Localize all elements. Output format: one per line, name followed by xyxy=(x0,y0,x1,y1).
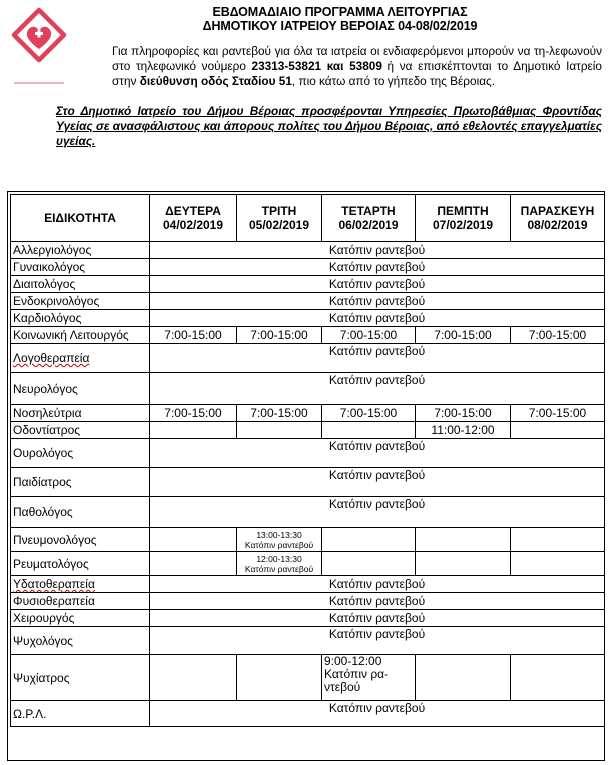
schedule-cell xyxy=(237,422,322,439)
schedule-cell xyxy=(511,422,605,439)
table-row xyxy=(11,242,605,259)
table-row xyxy=(11,655,605,701)
specialty-name: Ουρολόγος xyxy=(11,439,150,468)
schedule-cell: Κατόπιν ραντεβού xyxy=(150,627,605,655)
table-row xyxy=(11,422,605,439)
schedule-cell xyxy=(150,655,237,701)
schedule-table xyxy=(10,194,605,727)
schedule-cell xyxy=(150,528,237,552)
specialty-name: Κοινωνική Λειτουργός xyxy=(11,327,150,344)
specialty-name: Αλλεργιολόγος xyxy=(11,242,150,259)
table-row xyxy=(11,405,605,422)
day-date: 05/02/2019 xyxy=(248,218,310,232)
day-name: ΔΕΥΤΕΡΑ xyxy=(165,204,221,218)
table-row xyxy=(11,552,605,576)
specialty-name: Υδατοθεραπεία xyxy=(13,577,95,591)
table-row xyxy=(11,327,605,344)
specialty-name: Φυσιοθεραπεία xyxy=(11,593,150,610)
schedule-cell: Κατόπιν ραντεβού xyxy=(150,593,605,610)
schedule-cell xyxy=(416,528,511,552)
specialty-name: Ψυχολόγος xyxy=(11,627,150,655)
slot-time: 12:00-13:30 xyxy=(256,553,302,564)
clinic-address: διεύθυνση οδός Σταδίου 51 xyxy=(139,74,292,88)
specialty-name: Λογοθεραπεία xyxy=(13,351,90,365)
day-date: 08/02/2019 xyxy=(527,218,588,232)
slot-note: Κατόπιν ρα-ντεβού xyxy=(324,667,389,694)
title-line-2: ΔΗΜΟΤΙΚΟΥ ΙΑΤΡΕΙΟΥ ΒΕΡΟΙΑΣ 04-08/02/2019 xyxy=(202,19,478,33)
schedule-cell: Κατόπιν ραντεβού xyxy=(150,497,605,528)
specialty-name: Ενδοκρινολόγος xyxy=(11,293,150,310)
schedule-cell: Κατόπιν ραντεβού xyxy=(150,344,605,373)
schedule-cell: 7:00-15:00 xyxy=(416,405,511,422)
schedule-cell: 7:00-15:00 xyxy=(150,405,237,422)
schedule-cell xyxy=(322,655,416,701)
day-name: ΠΑΡΑΣΚΕΥΗ xyxy=(520,204,595,218)
slot-note: Κατόπιν ραντεβού xyxy=(244,563,314,574)
specialty-name: Διαιτολόγος xyxy=(11,276,150,293)
day-header-tuesday xyxy=(237,195,322,242)
info-text-3: , πιο κάτω από το γήπεδο της Βέροιας. xyxy=(291,74,495,88)
page-title xyxy=(80,5,600,33)
specialty-name: Ω.Ρ.Λ. xyxy=(11,701,150,727)
specialty-name: Παθολόγος xyxy=(11,497,150,528)
schedule-cell xyxy=(237,528,322,552)
schedule-cell xyxy=(237,655,322,701)
specialty-name: Ψυχίατρος xyxy=(11,655,150,701)
phone-number-1: 23313-53821 xyxy=(251,59,322,73)
specialty-name: Ρευματολόγος xyxy=(11,552,150,576)
schedule-cell: 7:00-15:00 xyxy=(511,327,605,344)
specialty-name: Νοσηλεύτρια xyxy=(11,405,150,422)
specialty-name: Παιδίατρος xyxy=(11,468,150,497)
table-row xyxy=(11,310,605,327)
slot-note: Κατόπιν ραντεβού xyxy=(244,539,314,550)
info-and: και xyxy=(321,59,350,73)
slot-time: 13:00-13:30 xyxy=(256,529,302,540)
specialty-name: Πνευμονολόγος xyxy=(11,528,150,552)
table-row xyxy=(11,276,605,293)
schedule-cell: Κατόπιν ραντεβού xyxy=(150,310,605,327)
table-row xyxy=(11,373,605,405)
schedule-cell: Κατόπιν ραντεβού xyxy=(150,701,605,727)
table-row xyxy=(11,439,605,468)
specialty-name: Χειρουργός xyxy=(11,610,150,627)
schedule-cell xyxy=(322,422,416,439)
specialty-name: Καρδιολόγος xyxy=(11,310,150,327)
table-row xyxy=(11,259,605,276)
schedule-cell xyxy=(511,655,605,701)
table-row xyxy=(11,627,605,655)
schedule-cell: 7:00-15:00 xyxy=(416,327,511,344)
phone-number-2: 53809 xyxy=(349,59,382,73)
table-row xyxy=(11,497,605,528)
schedule-cell: Κατόπιν ραντεβού xyxy=(150,576,605,593)
schedule-cell xyxy=(150,422,237,439)
day-date: 07/02/2019 xyxy=(432,218,494,232)
slot-time: 9:00-12:00 xyxy=(324,654,382,668)
table-row xyxy=(11,293,605,310)
specialty-header: ΕΙΔΙΚΟΤΗΤΑ xyxy=(11,195,150,242)
specialty-name: Γυναικολόγος xyxy=(11,259,150,276)
schedule-cell: 11:00-12:00 xyxy=(416,422,511,439)
schedule-cell: 7:00-15:00 xyxy=(237,405,322,422)
table-row xyxy=(11,610,605,627)
day-header-monday xyxy=(150,195,237,242)
schedule-cell xyxy=(150,552,237,576)
day-header-wednesday xyxy=(322,195,416,242)
schedule-cell: Κατόπιν ραντεβού xyxy=(150,373,605,405)
table-row xyxy=(11,701,605,727)
schedule-cell: Κατόπιν ραντεβού xyxy=(150,242,605,259)
schedule-cell: Κατόπιν ραντεβού xyxy=(150,610,605,627)
info-paragraph xyxy=(112,44,602,89)
specialty-name: Οδοντίατρος xyxy=(11,422,150,439)
schedule-cell xyxy=(416,655,511,701)
schedule-cell: Κατόπιν ραντεβού xyxy=(150,259,605,276)
day-name: ΤΕΤΑΡΤΗ xyxy=(341,204,396,218)
schedule-cell xyxy=(237,552,322,576)
title-line-1: ΕΒΔΟΜΑΔΙΑΙΟ ΠΡΟΓΡΑΜΜΑ ΛΕΙΤΟΥΡΓΙΑΣ xyxy=(212,5,468,19)
schedule-cell xyxy=(322,552,416,576)
schedule-cell xyxy=(511,552,605,576)
schedule-cell: Κατόπιν ραντεβού xyxy=(150,293,605,310)
schedule-cell xyxy=(416,552,511,576)
day-name: ΠΕΜΠΤΗ xyxy=(437,204,489,218)
schedule-cell: Κατόπιν ραντεβού xyxy=(150,468,605,497)
schedule-cell: Κατόπιν ραντεβού xyxy=(150,439,605,468)
table-row xyxy=(11,468,605,497)
day-name: ΤΡΙΤΗ xyxy=(261,204,297,218)
info-underlined-statement: Στο Δημοτικό Ιατρείο του Δήμου Βέροιας προσφέρονται Υπηρεσίες Πρωτοβάθμιας Φροντίδας Υγείας σε ανασφάλιστους και άπορους πολίτες του Δήμου Βέροιας, από εθελοντές επαγγελματίες υγείας. xyxy=(56,104,602,148)
table-row xyxy=(11,528,605,552)
schedule-cell: 7:00-15:00 xyxy=(322,405,416,422)
schedule-cell: 7:00-15:00 xyxy=(511,405,605,422)
specialty-name: Νευρολόγος xyxy=(11,373,150,405)
day-header-friday xyxy=(511,195,605,242)
day-date: 04/02/2019 xyxy=(162,218,224,232)
day-date: 06/02/2019 xyxy=(338,218,399,232)
table-header-row xyxy=(11,195,605,242)
schedule-cell: 7:00-15:00 xyxy=(322,327,416,344)
info-text-2: ή να επισκέπτονται το Δημοτικό Ιατρείο στην xyxy=(112,59,602,88)
schedule-cell: 7:00-15:00 xyxy=(150,327,237,344)
schedule-cell xyxy=(511,528,605,552)
municipal-clinic-logo-icon xyxy=(8,4,70,88)
table-row xyxy=(11,576,605,593)
table-row xyxy=(11,344,605,373)
schedule-cell xyxy=(322,528,416,552)
schedule-cell: 7:00-15:00 xyxy=(237,327,322,344)
info-text-1: Για πληροφορίες και ραντεβού για όλα τα ιατρεία οι ενδιαφερόμενοι μπορούν να τη-λεφωνούν στο τηλεφωνικό νούμερο xyxy=(112,44,602,73)
table-row xyxy=(11,593,605,610)
day-header-thursday xyxy=(416,195,511,242)
schedule-cell: Κατόπιν ραντεβού xyxy=(150,276,605,293)
